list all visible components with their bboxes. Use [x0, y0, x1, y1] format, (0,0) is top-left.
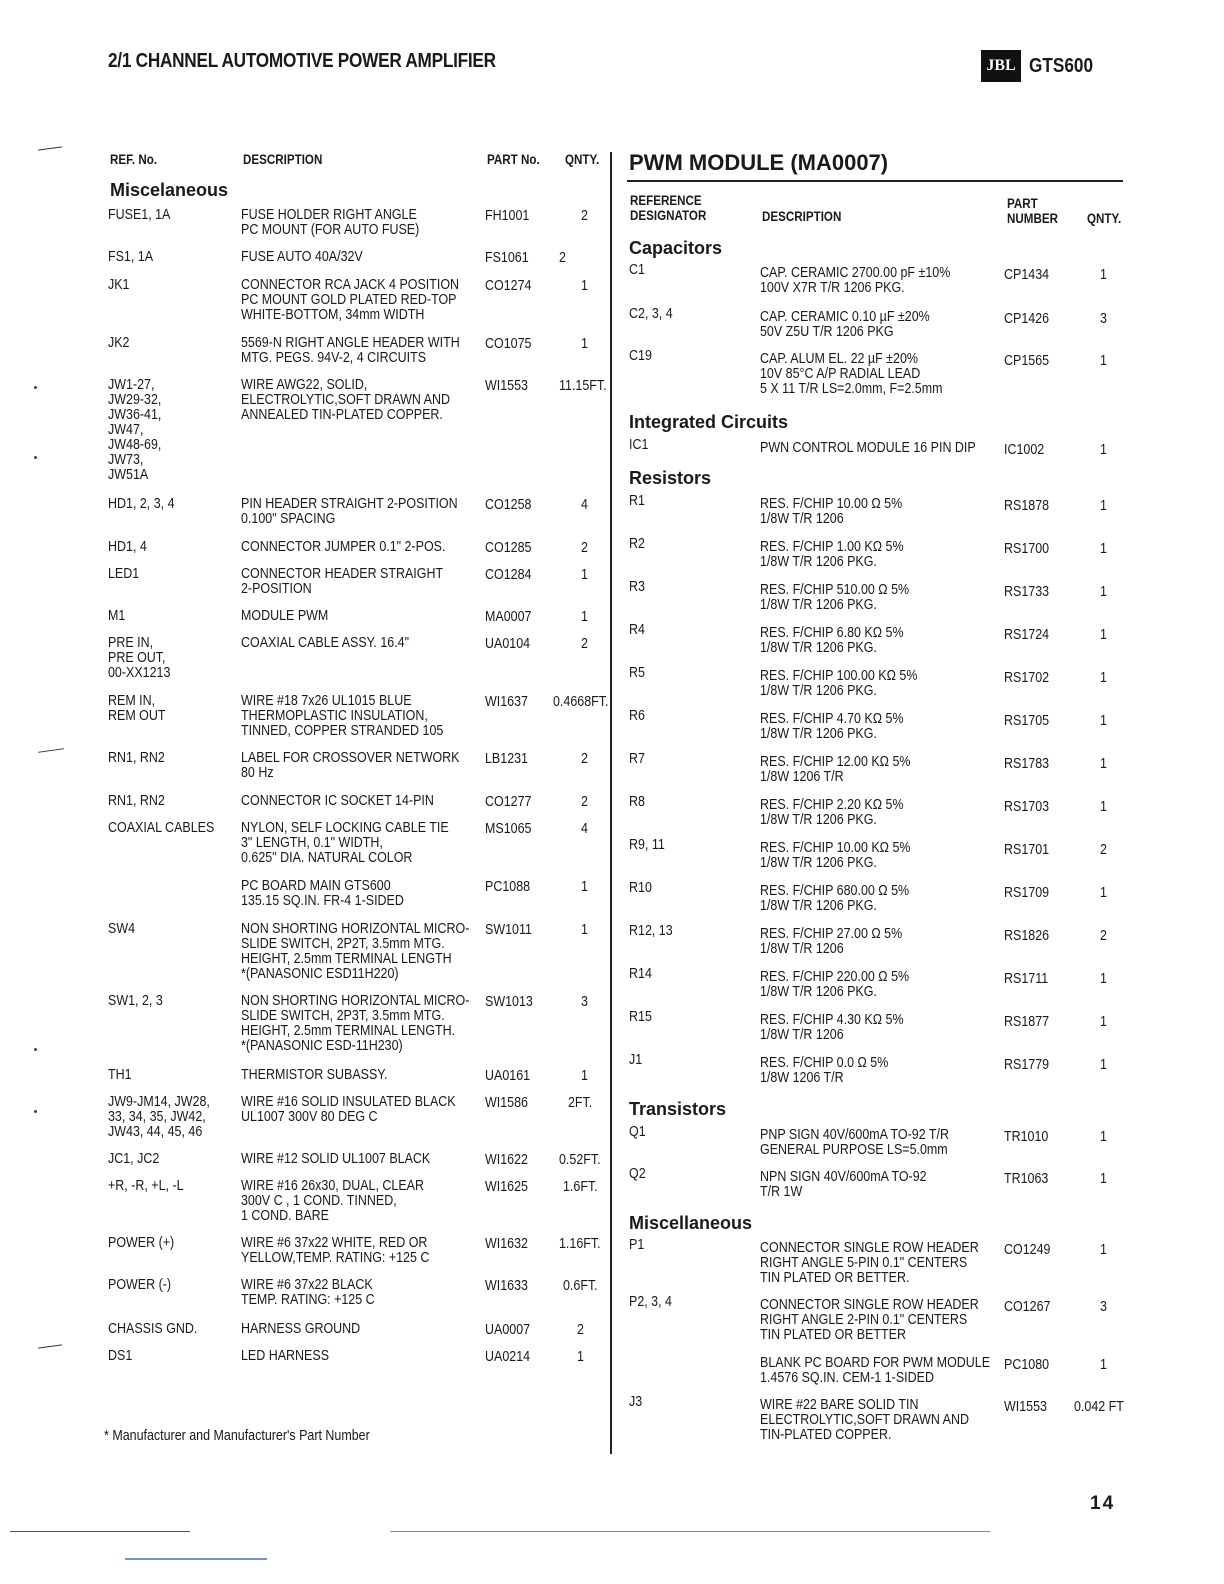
- column-divider: [610, 152, 612, 1454]
- pwm-row-ref: C19: [629, 348, 652, 364]
- row-ref: SW1, 2, 3: [108, 993, 163, 1009]
- row-description: 5569-N RIGHT ANGLE HEADER WITH MTG. PEGS. 94V-2, 4 CIRCUITS: [241, 335, 460, 366]
- row-ref: SW4: [108, 921, 136, 937]
- pwm-row-part-number: TR1010: [1004, 1129, 1049, 1145]
- pwm-row-description: NPN SIGN 40V/600mA TO-92 T/R 1W: [760, 1169, 927, 1200]
- bottom-rule-right: [390, 1531, 990, 1532]
- row-ref: M1: [108, 608, 126, 624]
- pwm-row-part-number: RS1702: [1004, 670, 1050, 686]
- pwm-row-ref: R2: [629, 536, 645, 552]
- pwm-row-quantity: 1: [1100, 713, 1107, 729]
- row-quantity: 2: [581, 208, 588, 224]
- row-part-number: WI1625: [485, 1179, 528, 1195]
- row-part-number: UA0007: [485, 1322, 531, 1338]
- row-description: PIN HEADER STRAIGHT 2-POSITION 0.100" SPACING: [241, 496, 458, 527]
- pwm-row-quantity: 3: [1100, 1299, 1107, 1315]
- row-description: CONNECTOR IC SOCKET 14-PIN: [241, 793, 434, 809]
- pwm-row-ref: R7: [629, 751, 645, 767]
- pwm-row-description: CONNECTOR SINGLE ROW HEADER RIGHT ANGLE 2-PIN 0.1" CENTERS TIN PLATED OR BETTER: [760, 1297, 979, 1343]
- pwm-row-part-number: RS1826: [1004, 928, 1050, 944]
- row-part-number: SW1011: [485, 922, 532, 938]
- row-ref: JW9-JM14, JW28, 33, 34, 35, JW42, JW43, 44, 45, 46: [108, 1094, 210, 1140]
- scan-mark: [38, 146, 62, 150]
- pwm-row-quantity: 1: [1100, 1129, 1107, 1145]
- row-description: WIRE #18 7x26 UL1015 BLUE THERMOPLASTIC INSULATION, TINNED, COPPER STRANDED 105: [241, 693, 444, 739]
- pwm-row-ref: R8: [629, 794, 645, 810]
- row-ref: POWER (-): [108, 1277, 172, 1293]
- pwm-row-description: RES. F/CHIP 220.00 Ω 5% 1/8W T/R 1206 PKG.: [760, 969, 910, 1000]
- row-quantity: 1: [577, 1349, 584, 1365]
- pwm-row-part-number: CO1249: [1004, 1242, 1051, 1258]
- row-description: COAXIAL CABLE ASSY. 16.4": [241, 635, 410, 651]
- pwm-row-part-number: CO1267: [1004, 1299, 1051, 1315]
- pwm-row-part-number: PC1080: [1004, 1357, 1050, 1373]
- row-description: CONNECTOR HEADER STRAIGHT 2-POSITION: [241, 566, 444, 597]
- pwm-row-description: RES. F/CHIP 2.20 KΩ 5% 1/8W T/R 1206 PKG.: [760, 797, 904, 828]
- pwm-row-ref: Q2: [629, 1166, 646, 1182]
- pwm-col-header-ref: REFERENCE DESIGNATOR: [630, 193, 707, 223]
- pwm-row-quantity: 1: [1100, 1357, 1107, 1373]
- row-ref: TH1: [108, 1067, 132, 1083]
- pwm-row-ref: R6: [629, 708, 645, 724]
- row-quantity: 1: [581, 1068, 588, 1084]
- pwm-row-ref: R4: [629, 622, 645, 638]
- row-description: CONNECTOR JUMPER 0.1" 2-POS.: [241, 539, 446, 555]
- pwm-row-description: RES. F/CHIP 1.00 KΩ 5% 1/8W T/R 1206 PKG.: [760, 539, 904, 570]
- pwm-row-part-number: RS1779: [1004, 1057, 1050, 1073]
- pwm-row-part-number: RS1783: [1004, 756, 1050, 772]
- row-part-number: WI1632: [485, 1236, 528, 1252]
- row-description: MODULE PWM: [241, 608, 329, 624]
- pwm-row-description: PNP SIGN 40V/600mA TO-92 T/R GENERAL PURPOSE LS=5.0mm: [760, 1127, 949, 1158]
- col-header-description: DESCRIPTION: [243, 152, 323, 167]
- pwm-row-ref: J3: [629, 1394, 643, 1410]
- row-part-number: CO1258: [485, 497, 532, 513]
- pwm-row-ref: Q1: [629, 1124, 646, 1140]
- row-ref: LED1: [108, 566, 140, 582]
- pwm-row-description: RES. F/CHIP 12.00 KΩ 5% 1/8W 1206 T/R: [760, 754, 911, 785]
- row-part-number: CO1277: [485, 794, 532, 810]
- pwm-row-description: RES. F/CHIP 10.00 Ω 5% 1/8W T/R 1206: [760, 496, 903, 527]
- pwm-row-description: RES. F/CHIP 100.00 KΩ 5% 1/8W T/R 1206 PKG.: [760, 668, 918, 699]
- row-quantity: 0.6FT.: [563, 1278, 598, 1294]
- row-part-number: WI1637: [485, 694, 528, 710]
- pwm-col-header-qty: QNTY.: [1087, 211, 1122, 226]
- pwm-row-quantity: 3: [1100, 311, 1107, 327]
- pwm-row-quantity: 1: [1100, 541, 1107, 557]
- pwm-row-description: CAP. ALUM EL. 22 µF ±20% 10V 85°C A/P RADIAL LEAD 5 X 11 T/R LS=2.0mm, F=2.5mm: [760, 351, 943, 397]
- pwm-row-ref: P2, 3, 4: [629, 1294, 672, 1310]
- pwm-row-ref: R12, 13: [629, 923, 673, 939]
- row-quantity: 1.6FT.: [563, 1179, 598, 1195]
- row-description: PC BOARD MAIN GTS600 135.15 SQ.IN. FR-4 1-SIDED: [241, 878, 404, 909]
- pwm-row-part-number: RS1705: [1004, 713, 1050, 729]
- row-part-number: UA0104: [485, 636, 531, 652]
- row-part-number: WI1553: [485, 378, 528, 394]
- col-header-part: PART No.: [487, 152, 540, 167]
- pwm-row-description: RES. F/CHIP 27.00 Ω 5% 1/8W T/R 1206: [760, 926, 903, 957]
- row-part-number: CO1284: [485, 567, 532, 583]
- pwm-row-description: CAP. CERAMIC 2700.00 pF ±10% 100V X7R T/R 1206 PKG.: [760, 265, 951, 296]
- document-title: 2/1 CHANNEL AUTOMOTIVE POWER AMPLIFIER: [108, 50, 496, 72]
- row-description: LED HARNESS: [241, 1348, 330, 1364]
- row-part-number: WI1622: [485, 1152, 528, 1168]
- row-part-number: WI1586: [485, 1095, 528, 1111]
- row-quantity: 2: [581, 751, 588, 767]
- pwm-row-quantity: 1: [1100, 353, 1107, 369]
- row-quantity: 11.15FT.: [559, 378, 607, 394]
- pwm-module-title: PWM MODULE (MA0007): [629, 150, 889, 175]
- row-ref: COAXIAL CABLES: [108, 820, 215, 836]
- section-heading-miscelaneous: Miscelaneous: [110, 180, 229, 200]
- row-quantity: 1: [581, 336, 588, 352]
- row-part-number: MS1065: [485, 821, 532, 837]
- pwm-row-ref: R10: [629, 880, 652, 896]
- row-part-number: FS1061: [485, 250, 529, 266]
- row-description: THERMISTOR SUBASSY.: [241, 1067, 388, 1083]
- row-quantity: 2: [581, 540, 588, 556]
- row-quantity: 0.52FT.: [559, 1152, 601, 1168]
- pwm-row-quantity: 1: [1100, 885, 1107, 901]
- row-description: NYLON, SELF LOCKING CABLE TIE 3" LENGTH, 0.1" WIDTH, 0.625" DIA. NATURAL COLOR: [241, 820, 449, 866]
- pwm-row-description: CAP. CERAMIC 0.10 µF ±20% 50V Z5U T/R 1206 PKG: [760, 309, 930, 340]
- row-description: WIRE #6 37x22 WHITE, RED OR YELLOW,TEMP. RATING: +125 C: [241, 1235, 430, 1266]
- pwm-row-description: RES. F/CHIP 0.0 Ω 5% 1/8W 1206 T/R: [760, 1055, 889, 1086]
- row-ref: HD1, 4: [108, 539, 147, 555]
- row-ref: JK2: [108, 335, 130, 351]
- pwm-row-ref: R14: [629, 966, 652, 982]
- footnote: * Manufacturer and Manufacturer's Part Number: [104, 1428, 370, 1444]
- row-description: FUSE HOLDER RIGHT ANGLE PC MOUNT (FOR AUTO FUSE): [241, 207, 420, 238]
- row-ref: CHASSIS GND.: [108, 1321, 198, 1337]
- pwm-row-description: CONNECTOR SINGLE ROW HEADER RIGHT ANGLE 5-PIN 0.1" CENTERS TIN PLATED OR BETTER.: [760, 1240, 979, 1286]
- row-part-number: WI1633: [485, 1278, 528, 1294]
- pwm-row-part-number: CP1426: [1004, 311, 1050, 327]
- row-part-number: CO1274: [485, 278, 532, 294]
- pwm-section-heading: Integrated Circuits: [629, 412, 789, 432]
- scan-mark: [38, 1344, 62, 1348]
- col-header-qty: QNTY.: [565, 152, 600, 167]
- pwm-row-part-number: RS1700: [1004, 541, 1050, 557]
- row-part-number: FH1001: [485, 208, 530, 224]
- row-quantity: 2: [559, 250, 566, 266]
- row-ref: FS1, 1A: [108, 249, 154, 265]
- row-description: LABEL FOR CROSSOVER NETWORK 80 Hz: [241, 750, 460, 781]
- pwm-row-ref: C1: [629, 262, 645, 278]
- row-ref: JW1-27, JW29-32, JW36-41, JW47, JW48-69, JW73, JW51A: [108, 377, 162, 483]
- pwm-row-description: PWN CONTROL MODULE 16 PIN DIP: [760, 440, 976, 456]
- pwm-row-ref: J1: [629, 1052, 643, 1068]
- pwm-row-part-number: TR1063: [1004, 1171, 1049, 1187]
- bottom-blue-line: [125, 1558, 267, 1560]
- row-part-number: UA0161: [485, 1068, 531, 1084]
- pwm-section-heading: Miscellaneous: [629, 1213, 753, 1233]
- pwm-row-part-number: RS1877: [1004, 1014, 1050, 1030]
- pwm-row-part-number: RS1709: [1004, 885, 1050, 901]
- row-description: WIRE #12 SOLID UL1007 BLACK: [241, 1151, 431, 1167]
- pwm-row-quantity: 1: [1100, 1171, 1107, 1187]
- row-part-number: SW1013: [485, 994, 533, 1010]
- row-ref: JK1: [108, 277, 130, 293]
- pwm-row-ref: IC1: [629, 437, 649, 453]
- bottom-rule-left: [10, 1531, 190, 1532]
- pwm-row-description: BLANK PC BOARD FOR PWM MODULE 1.4576 SQ.IN. CEM-1 1-SIDED: [760, 1355, 991, 1386]
- row-description: WIRE #16 26x30, DUAL, CLEAR 300V C , 1 COND. TINNED, 1 COND. BARE: [241, 1178, 424, 1224]
- pwm-row-quantity: 1: [1100, 267, 1107, 283]
- row-description: NON SHORTING HORIZONTAL MICRO- SLIDE SWITCH, 2P2T, 3.5mm MTG. HEIGHT, 2.5mm TERMINAL LENGTH *(PANASONIC ESD11H220): [241, 921, 470, 982]
- pwm-row-quantity: 1: [1100, 799, 1107, 815]
- pwm-row-description: RES. F/CHIP 510.00 Ω 5% 1/8W T/R 1206 PKG.: [760, 582, 910, 613]
- model-number: GTS600: [1029, 55, 1094, 77]
- row-quantity: 2FT.: [568, 1095, 593, 1111]
- pwm-section-heading: Resistors: [629, 468, 712, 488]
- pwm-row-quantity: 1: [1100, 670, 1107, 686]
- row-quantity: 3: [581, 994, 588, 1010]
- row-quantity: 4: [581, 821, 588, 837]
- row-quantity: 1: [581, 278, 588, 294]
- row-description: CONNECTOR RCA JACK 4 POSITION PC MOUNT GOLD PLATED RED-TOP WHITE-BOTTOM, 34mm WIDTH: [241, 277, 460, 323]
- pwm-col-header-part: PART NUMBER: [1007, 196, 1058, 226]
- pwm-row-part-number: WI1553: [1004, 1399, 1047, 1415]
- row-ref: RN1, RN2: [108, 793, 165, 809]
- row-quantity: 1: [581, 922, 588, 938]
- title-underline: [627, 180, 1123, 182]
- pwm-row-description: RES. F/CHIP 10.00 KΩ 5% 1/8W T/R 1206 PKG.: [760, 840, 911, 871]
- pwm-row-ref: R3: [629, 579, 645, 595]
- pwm-row-ref: R9, 11: [629, 837, 665, 853]
- pwm-row-quantity: 1: [1100, 1057, 1107, 1073]
- row-ref: +R, -R, +L, -L: [108, 1178, 184, 1194]
- row-part-number: CO1285: [485, 540, 532, 556]
- page-number: 14: [1090, 1493, 1116, 1514]
- pwm-row-ref: R5: [629, 665, 645, 681]
- pwm-row-part-number: CP1434: [1004, 267, 1050, 283]
- row-ref: RN1, RN2: [108, 750, 165, 766]
- pwm-row-quantity: 1: [1100, 971, 1107, 987]
- row-description: WIRE #16 SOLID INSULATED BLACK UL1007 300V 80 DEG C: [241, 1094, 456, 1125]
- pwm-row-part-number: RS1733: [1004, 584, 1050, 600]
- pwm-row-part-number: RS1703: [1004, 799, 1050, 815]
- pwm-row-quantity: 1: [1100, 442, 1107, 458]
- pwm-row-quantity: 1: [1100, 498, 1107, 514]
- pwm-row-quantity: 1: [1100, 584, 1107, 600]
- row-quantity: 2: [577, 1322, 584, 1338]
- row-part-number: MA0007: [485, 609, 532, 625]
- pwm-row-quantity: 1: [1100, 1014, 1107, 1030]
- pwm-row-part-number: RS1701: [1004, 842, 1050, 858]
- jbl-logo: JBL: [981, 50, 1021, 82]
- pwm-row-ref: P1: [629, 1237, 645, 1253]
- pwm-col-header-description: DESCRIPTION: [762, 209, 842, 224]
- pwm-row-quantity: 1: [1100, 1242, 1107, 1258]
- pwm-row-description: RES. F/CHIP 6.80 KΩ 5% 1/8W T/R 1206 PKG.: [760, 625, 904, 656]
- row-part-number: LB1231: [485, 751, 528, 767]
- pwm-row-description: WIRE #22 BARE SOLID TIN ELECTROLYTIC,SOFT DRAWN AND TIN-PLATED COPPER.: [760, 1397, 970, 1443]
- scan-dot: [34, 1048, 37, 1051]
- row-ref: HD1, 2, 3, 4: [108, 496, 175, 512]
- pwm-row-ref: R15: [629, 1009, 652, 1025]
- row-quantity: 0.4668FT.: [553, 694, 609, 710]
- pwm-section-heading: Transistors: [629, 1099, 727, 1119]
- pwm-row-quantity: 2: [1100, 842, 1107, 858]
- row-quantity: 2: [581, 636, 588, 652]
- pwm-row-ref: C2, 3, 4: [629, 306, 673, 322]
- scan-dot: [34, 1110, 37, 1113]
- row-part-number: CO1075: [485, 336, 532, 352]
- pwm-row-description: RES. F/CHIP 4.70 KΩ 5% 1/8W T/R 1206 PKG.: [760, 711, 904, 742]
- row-description: WIRE AWG22, SOLID, ELECTROLYTIC,SOFT DRAWN AND ANNEALED TIN-PLATED COPPER.: [241, 377, 451, 423]
- row-ref: JC1, JC2: [108, 1151, 160, 1167]
- scan-dot: [34, 456, 37, 459]
- row-quantity: 1: [581, 879, 588, 895]
- scan-mark: [38, 748, 64, 753]
- pwm-row-quantity: 1: [1100, 756, 1107, 772]
- pwm-row-quantity: 1: [1100, 627, 1107, 643]
- pwm-section-heading: Capacitors: [629, 238, 723, 258]
- pwm-row-part-number: RS1711: [1004, 971, 1049, 987]
- row-ref: DS1: [108, 1348, 133, 1364]
- row-description: NON SHORTING HORIZONTAL MICRO- SLIDE SWITCH, 2P3T, 3.5mm MTG. HEIGHT, 2.5mm TERMINAL LENGTH. *(PANASONIC ESD-11H230): [241, 993, 470, 1054]
- pwm-row-part-number: IC1002: [1004, 442, 1045, 458]
- row-description: WIRE #6 37x22 BLACK TEMP. RATING: +125 C: [241, 1277, 375, 1308]
- row-quantity: 1: [581, 609, 588, 625]
- pwm-row-description: RES. F/CHIP 680.00 Ω 5% 1/8W T/R 1206 PKG.: [760, 883, 910, 914]
- row-part-number: UA0214: [485, 1349, 531, 1365]
- row-quantity: 1.16FT.: [559, 1236, 601, 1252]
- pwm-row-quantity: 0.042 FT: [1074, 1399, 1124, 1415]
- pwm-row-part-number: CP1565: [1004, 353, 1050, 369]
- pwm-row-ref: R1: [629, 493, 645, 509]
- row-description: FUSE AUTO 40A/32V: [241, 249, 363, 265]
- scan-dot: [34, 386, 37, 389]
- row-ref: POWER (+): [108, 1235, 175, 1251]
- pwm-row-part-number: RS1878: [1004, 498, 1050, 514]
- row-part-number: PC1088: [485, 879, 531, 895]
- pwm-row-description: RES. F/CHIP 4.30 KΩ 5% 1/8W T/R 1206: [760, 1012, 904, 1043]
- col-header-ref: REF. No.: [110, 152, 158, 167]
- row-quantity: 4: [581, 497, 588, 513]
- row-quantity: 1: [581, 567, 588, 583]
- pwm-row-quantity: 2: [1100, 928, 1107, 944]
- row-ref: FUSE1, 1A: [108, 207, 171, 223]
- row-quantity: 2: [581, 794, 588, 810]
- row-ref: PRE IN, PRE OUT, 00-XX1213: [108, 635, 171, 681]
- pwm-row-part-number: RS1724: [1004, 627, 1050, 643]
- row-ref: REM IN, REM OUT: [108, 693, 166, 724]
- row-description: HARNESS GROUND: [241, 1321, 361, 1337]
